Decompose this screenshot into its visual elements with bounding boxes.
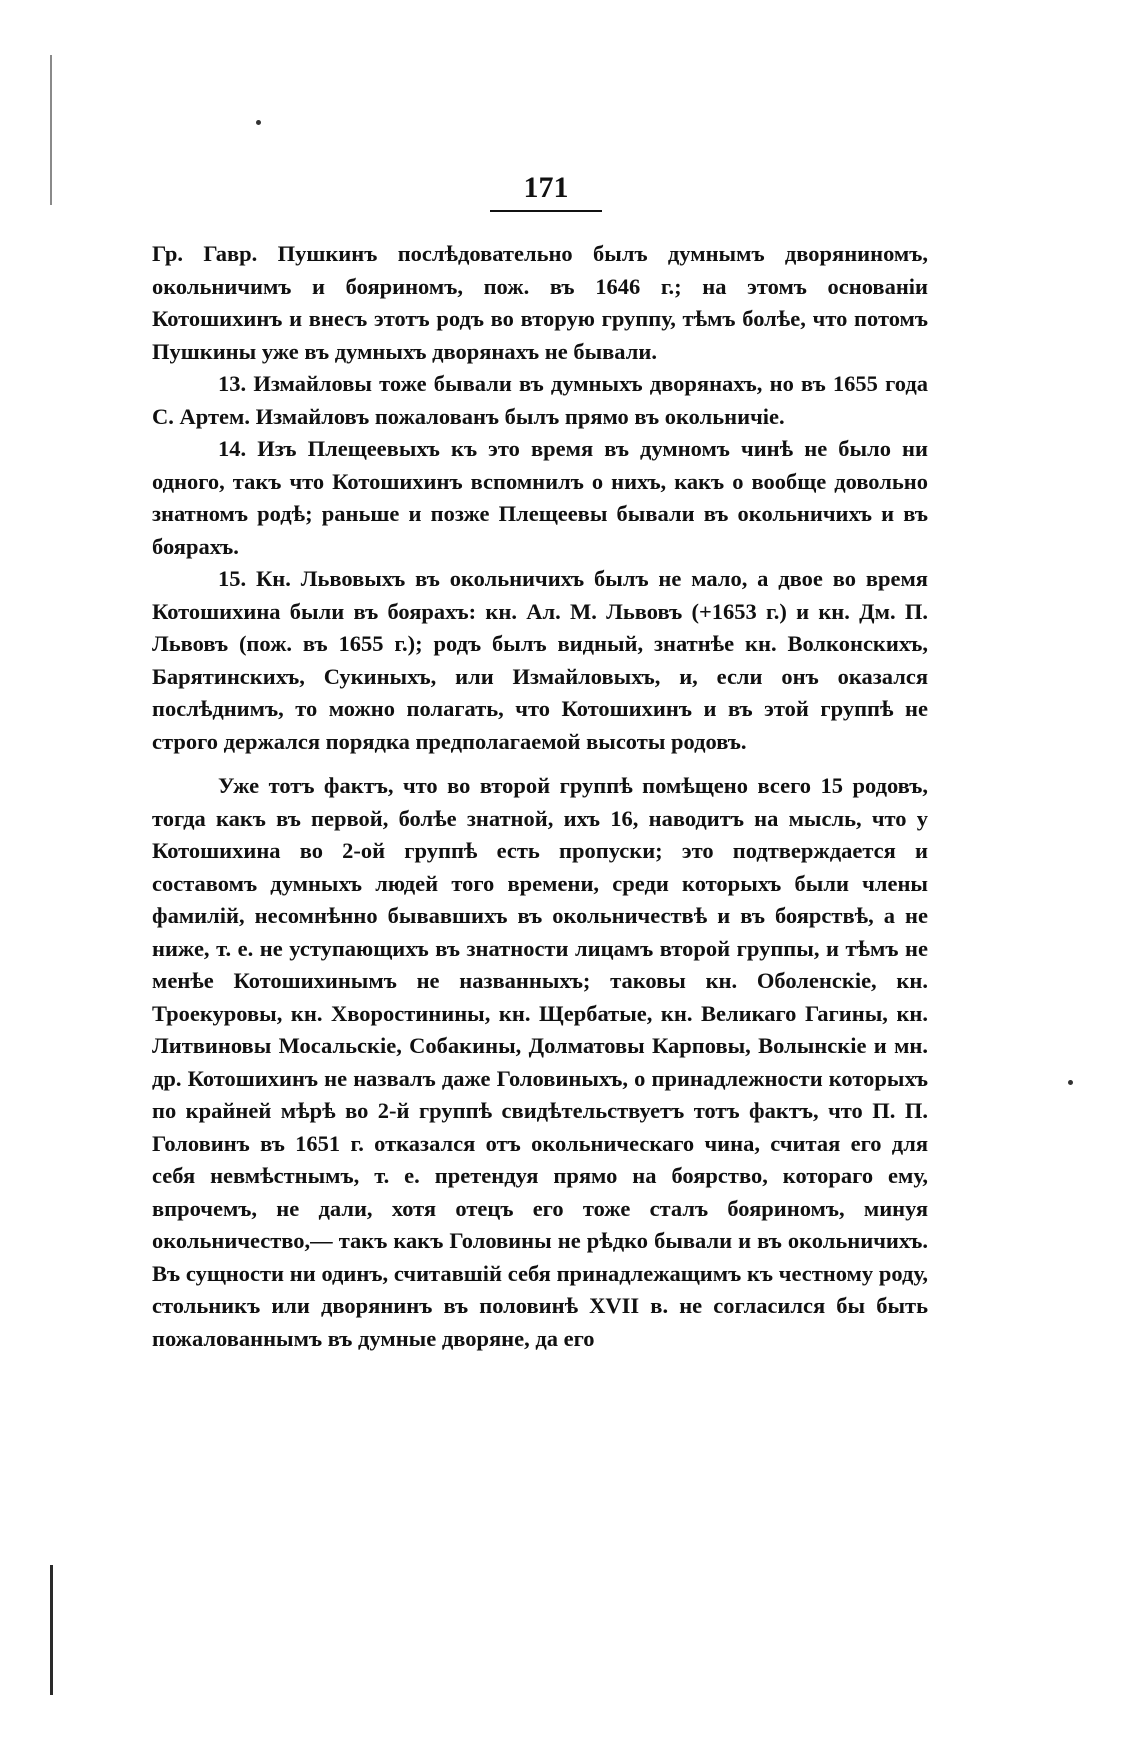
page-number: 171 [490,170,602,212]
paragraph-pushkin: Гр. Гавр. Пушкинъ послѣдовательно былъ думнымъ дворяниномъ, окольничимъ и бояриномъ, пож. въ 1646 г.; на этомъ основаніи Котошихинъ и внесъ этотъ родъ во вторую группу, тѣмъ болѣе, что потомъ Пушкины уже въ думныхъ дворянахъ не бывали. [152,241,928,364]
paragraph-13-izmailovy: 13. Измайловы тоже бывали въ думныхъ дворянахъ, но въ 1655 года С. Артем. Измайловъ пожалованъ былъ прямо въ окольничіе. [152,371,928,429]
paragraph-14-pleshcheevy: 14. Изъ Плещеевыхъ къ это время въ думномъ чинѣ не было ни одного, такъ что Котошихинъ вспомнилъ о нихъ, какъ о вообще довольно знатномъ родѣ; раньше и позже Плещеевы бывали въ окольничихъ и въ боярахъ. [152,436,928,559]
body-text [152,238,928,1355]
scan-edge-top [50,55,52,205]
scan-speck [256,120,261,125]
scan-speck [1068,1080,1073,1085]
paragraph-15-lvovy: 15. Кн. Львовыхъ въ окольничихъ былъ не мало, а двое во время Котошихина были въ боярахъ: кн. Ал. М. Львовъ (+1653 г.) и кн. Дм. П. Львовъ (пож. въ 1655 г.); родъ былъ видный, знатнѣе кн. Волконскихъ, Барятинскихъ, Сукиныхъ, или Измайловыхъ, и, если онъ оказался послѣднимъ, то можно полагать, что Котошихинъ и въ этой группѣ не строго держался порядка предполагаемой высоты родовъ. [152,566,928,754]
scan-edge-bottom [50,1565,53,1695]
paragraph-second-group: Уже тотъ фактъ, что во второй группѣ помѣщено всего 15 родовъ, тогда какъ въ первой, болѣе знатной, ихъ 16, наводитъ на мысль, что у Котошихина во 2-ой группѣ есть пропуски; это подтверждается и составомъ думныхъ людей того времени, среди которыхъ были члены фамилій, несомнѣнно бывавшихъ въ окольничествѣ и въ боярствѣ, а не ниже, т. е. не уступающихъ въ знатности лицамъ второй группы, и тѣмъ не менѣе Котошихинымъ не названныхъ; таковы кн. Оболенскіе, кн. Троекуровы, кн. Хворостинины, кн. Щербатые, кн. Великаго Гагины, кн. Литвиновы Мосальскіе, Собакины, Долматовы Карповы, Волынскіе и мн. др. Котошихинъ не назвалъ даже Головиныхъ, о принадлежности которыхъ по крайней мѣрѣ во 2-й группѣ свидѣтельствуетъ тотъ фактъ, что П. П. Головинъ въ 1651 г. отказался отъ окольническаго чина, считая его для себя невмѣстнымъ, т. е. претендуя прямо на боярство, котораго ему, впрочемъ, не дали, хотя отецъ его тоже сталъ бояриномъ, минуя окольничество,— такъ какъ Головины не рѣдко бывали и въ окольничихъ. Въ сущности ни одинъ, считавшій себя принадлежащимъ къ честному роду, стольникъ или дворянинъ въ половинѣ XVII в. не согласился бы быть пожалованнымъ въ думные дворяне, да его [152,773,928,1351]
